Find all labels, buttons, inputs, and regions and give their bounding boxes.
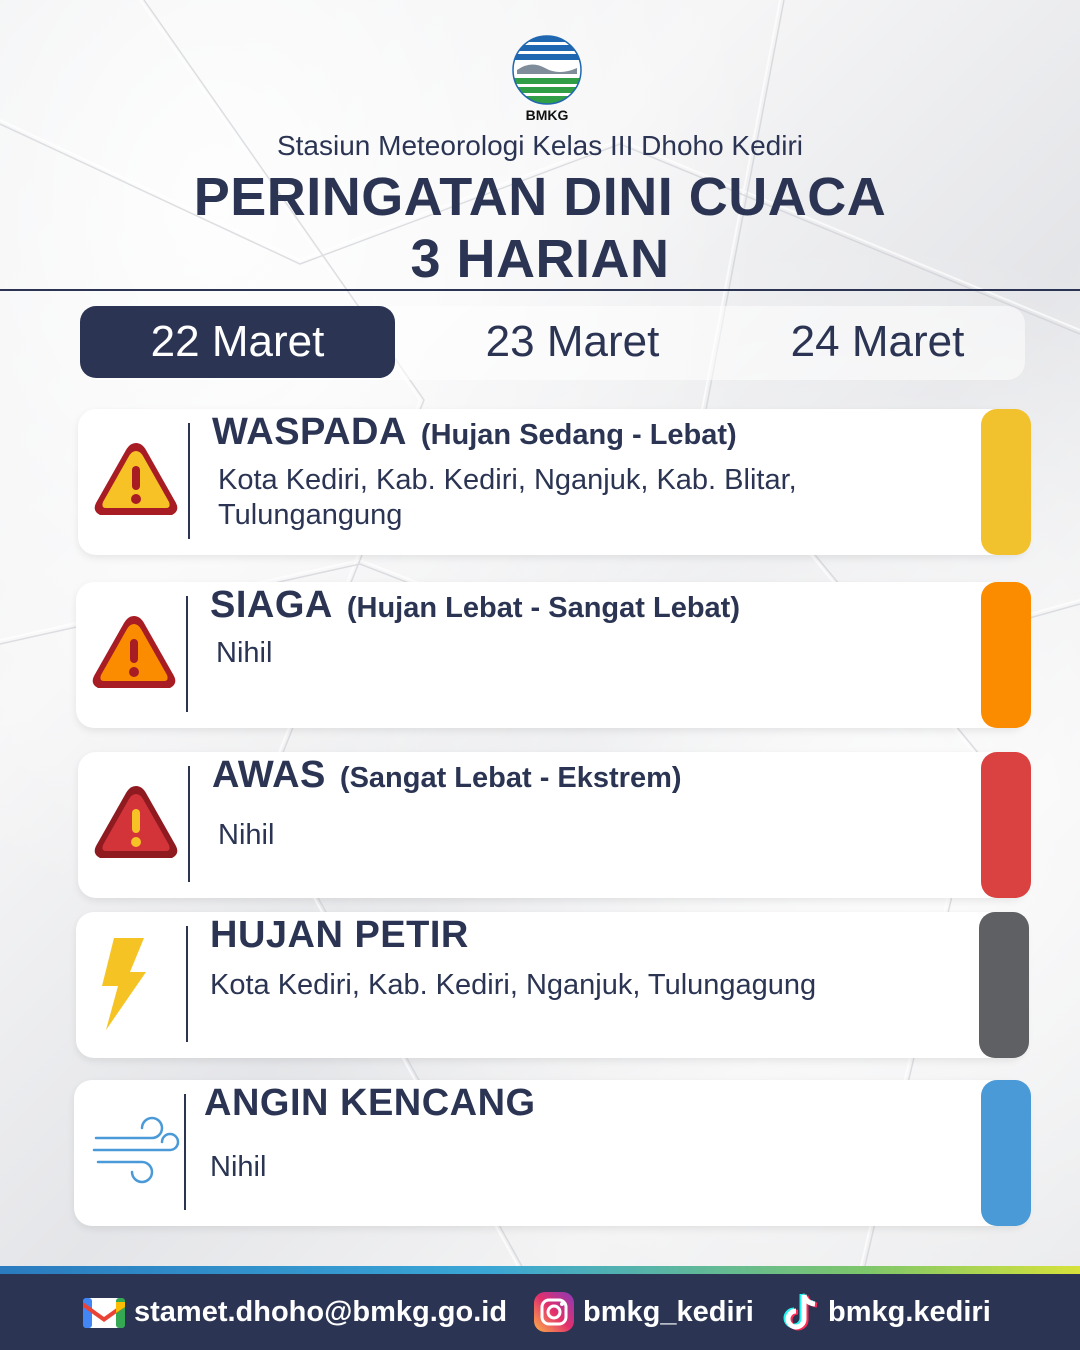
card-divider xyxy=(184,1094,186,1210)
level-description: (Hujan Lebat - Sangat Lebat) xyxy=(346,592,740,624)
bmkg-logo xyxy=(511,34,583,122)
instagram-icon xyxy=(533,1291,575,1333)
level-name: AWAS xyxy=(212,754,326,796)
warning-triangle-icon xyxy=(88,610,180,696)
gmail-icon xyxy=(82,1295,126,1329)
lightning-icon xyxy=(94,936,186,1022)
level-description: (Sangat Lebat - Ekstrem) xyxy=(339,762,682,794)
warning-triangle-icon xyxy=(90,437,182,523)
tiktok-handle: bmkg.kediri xyxy=(828,1295,991,1328)
warning-card-waspada xyxy=(78,409,1028,555)
affected-areas: Kota Kediri, Kab. Kediri, Nganjuk, Kab. Blitar, Tulungangung xyxy=(218,464,797,531)
footer xyxy=(0,1274,1080,1350)
tab-24-maret[interactable]: 24 Maret xyxy=(790,317,965,366)
email-contact[interactable] xyxy=(82,1274,507,1350)
instagram-handle: bmkg_kediri xyxy=(583,1295,754,1328)
warning-level-label xyxy=(204,1082,536,1125)
level-description: (Hujan Sedang - Lebat) xyxy=(420,419,737,451)
svg-text:BMKG: BMKG xyxy=(525,107,569,122)
card-divider xyxy=(186,926,188,1042)
card-divider xyxy=(188,766,190,882)
warning-level-label xyxy=(212,754,682,797)
warning-card-angin-kencang xyxy=(74,1080,1028,1226)
affected-areas: Nihil xyxy=(216,637,273,669)
wind-icon xyxy=(92,1114,184,1200)
tab-22-maret[interactable]: 22 Maret xyxy=(80,306,395,378)
warning-level-label xyxy=(212,411,737,454)
station-name: Stasiun Meteorologi Kelas III Dhoho Kediri xyxy=(276,130,804,161)
affected-areas: Nihil xyxy=(218,819,275,851)
card-divider xyxy=(188,423,190,539)
warning-level-label xyxy=(210,584,740,627)
level-name: WASPADA xyxy=(212,411,407,453)
affected-areas: Nihil xyxy=(210,1151,267,1183)
title-line-1: PERINGATAN DINI CUACA xyxy=(193,167,887,227)
level-color-bar xyxy=(981,582,1031,728)
level-name: SIAGA xyxy=(210,584,333,626)
tiktok-contact[interactable] xyxy=(782,1274,991,1350)
warning-card-siaga xyxy=(76,582,1028,728)
warning-card-awas xyxy=(78,752,1028,898)
footer-accent-line xyxy=(0,1266,1080,1274)
title-line-2: 3 HARIAN xyxy=(410,229,670,289)
instagram-contact[interactable] xyxy=(533,1274,754,1350)
warning-triangle-icon xyxy=(90,780,182,866)
page-title xyxy=(0,166,1080,290)
level-color-bar xyxy=(981,409,1031,555)
level-color-bar xyxy=(981,752,1031,898)
level-color-bar xyxy=(981,1080,1031,1226)
email-address: stamet.dhoho@bmkg.go.id xyxy=(134,1295,508,1328)
affected-areas: Kota Kediri, Kab. Kediri, Nganjuk, Tulungagung xyxy=(210,969,817,1001)
date-tabs xyxy=(80,306,1025,380)
warning-card-hujan-petir xyxy=(76,912,1026,1058)
warning-level-label xyxy=(210,914,469,957)
header-divider xyxy=(0,289,1080,291)
card-divider xyxy=(186,596,188,712)
level-name: HUJAN PETIR xyxy=(210,914,469,956)
tab-23-maret[interactable]: 23 Maret xyxy=(485,317,660,366)
tiktok-icon xyxy=(782,1291,820,1333)
level-name: ANGIN KENCANG xyxy=(204,1082,536,1124)
level-color-bar xyxy=(979,912,1029,1058)
